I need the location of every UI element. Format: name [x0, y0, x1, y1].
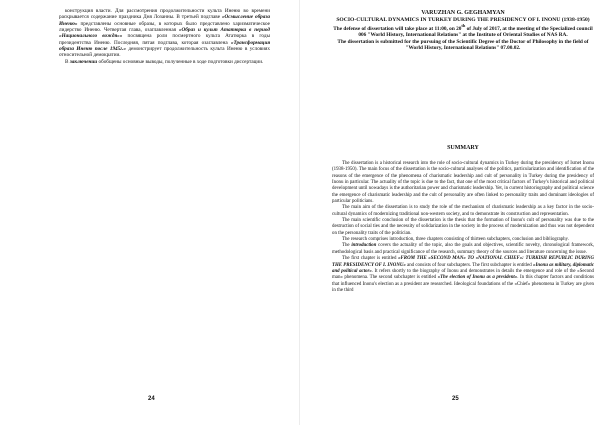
chapter-title: «FROM THE «SECOND MAN» TO «NATIONAL CHIEF»: TURKISH REPUBLIC DURING THE PRESIDENCY OF I. INONU»	[332, 256, 594, 268]
text-run: представлены основные образы, в которых было представлено харизматическое лидерство Иненю. Четвертая глава, озаглавленная	[59, 20, 270, 34]
summary-paragraph: The main aim of the dissertation is to study the role of the mechanism of charismatic leadership as a key factor in the socio-cultural dynamics of modernizing traditional non-western society, and to demonstrate its construction and representation.	[332, 205, 594, 217]
text-run: обобщены основные выводы, полученные в ходе подготовки диссертации.	[97, 58, 264, 65]
left-page-text	[59, 8, 270, 65]
summary-heading: SUMMARY	[447, 145, 479, 151]
text-run: конструкция власти. Для рассмотрения продолжительности культа Иненю во времени раскрывается содержание праздника Дня Лозанны. В третьей подглаве	[59, 8, 270, 21]
text-run: The	[342, 243, 352, 249]
subchapter-title: «The election of Inonu as a president»	[437, 275, 518, 281]
subchapter-title: «Inonu as military, diplomatic and political actor»	[332, 262, 594, 274]
text-run: посвящена роли посмертного культа Ататюрка в годы президентства Иненю. Последняя, пятая подглава, которая озаглавлена	[59, 33, 270, 46]
page-number-right: 25	[452, 396, 459, 402]
subchapter-title: «Трансформация образа Иненю после 1945г.»	[59, 39, 270, 53]
text-run: . In this chapter factors and conditions that influenced Inonu's election as a president are researched. Ideological foundations of the «Chief» phenomena in Turkey are given in the third	[332, 275, 594, 293]
defense-notice	[332, 23, 594, 39]
introduction-term: introduction	[351, 243, 377, 249]
ordinal-suffix: th	[461, 23, 466, 29]
text-run: The first chapter is entitled	[342, 256, 399, 262]
left-page	[0, 0, 296, 425]
text-run: . It refers shortly to the biography of Inonu and demonstrates in details the emergence and role of the «Second man» phenomena. The second subchapter is entitled	[332, 268, 594, 281]
text-run: The defense of dissertation will take place at 11:00, on 20	[333, 25, 462, 32]
summary-paragraph	[332, 243, 594, 256]
summary-paragraph: The main scientific conclusion of the dissertation is the thesis that the formation of Inonu's cult of personality was due to the destruction of social ties and the necessity of solidarization in the society in the process of modernization and thus was not dependent on the personality traits of the politician.	[332, 218, 594, 236]
submission-notice: The dissertation is submitted for the pursuing of the Scientific Degree of the Doctor of Philosophy in the field of "World History, International Relations" 07.00.02.	[337, 38, 589, 52]
left-paragraph-1	[59, 8, 270, 59]
text-run: covers the actuality of the topic, also the goals and objectives, scientific novelty, chronological framework, methodological basis and practical significance of the research, summary theory of the sources and literature concerning the issue.	[332, 243, 595, 255]
conclusion-term: заключении	[69, 58, 98, 65]
left-paragraph-2	[59, 59, 270, 65]
text-run: of July of 2017, at the meeting of the Specialized council 006 "World History, International Relations" at the Institute of Oriental Studies of NAS RA.	[358, 25, 593, 39]
dissertation-title: SOCIO-CULTURAL DYNAMICS IN TURKEY DURING THE PRESIDENCY OF I. INONU (1938-1950)	[336, 16, 590, 23]
page-fold-divider	[299, 0, 300, 425]
chapter-title: «Образ и культ Ататюрка в период «Национального вождя»»	[59, 27, 270, 40]
text-run: and consists of four subchapters. The first subchapter is entitled	[405, 262, 533, 268]
summary-paragraph: The research comprises introduction, three chapters consisting of thirteen subchapters, conclusion and bibliography.	[342, 237, 569, 243]
summary-paragraph	[332, 256, 594, 294]
summary-paragraph: The dissertation is a historical research into the role of socio-cultural dynamics in Turkey during the presidency of Ismet Inonu (1938-1950). The main focus of the dissertation is the socio-cultural analyses of the politics, particularization and identification of the reasons of the emergence of the phenomena of charismatic leadership and cult of personality in Turkey during the presidency of Inonu in particular. The actuality of the topic is due to the fact, that one of the most critical factors of Turkey's historical and political development until nowadays is the authoritarian power and charismatic leadership. Yet, in current historiography and political science the emergence of charismatic leadership and the cult of personality are often linked to personality traits and dominant ideologies of particular politicians.	[332, 161, 594, 205]
summary-body	[332, 161, 594, 294]
subchapter-title: «Осмысление образа Иненю»	[59, 14, 270, 27]
text-run: В	[65, 58, 70, 65]
text-run: демонстрирует продолжительность культа Иненю в условиях относительной демократии.	[59, 46, 270, 59]
author-name: VARUZHAN G. GEGHAMYAN	[421, 10, 505, 16]
right-page-header	[332, 10, 594, 52]
right-page	[304, 0, 600, 425]
page-number-left: 24	[148, 396, 155, 402]
